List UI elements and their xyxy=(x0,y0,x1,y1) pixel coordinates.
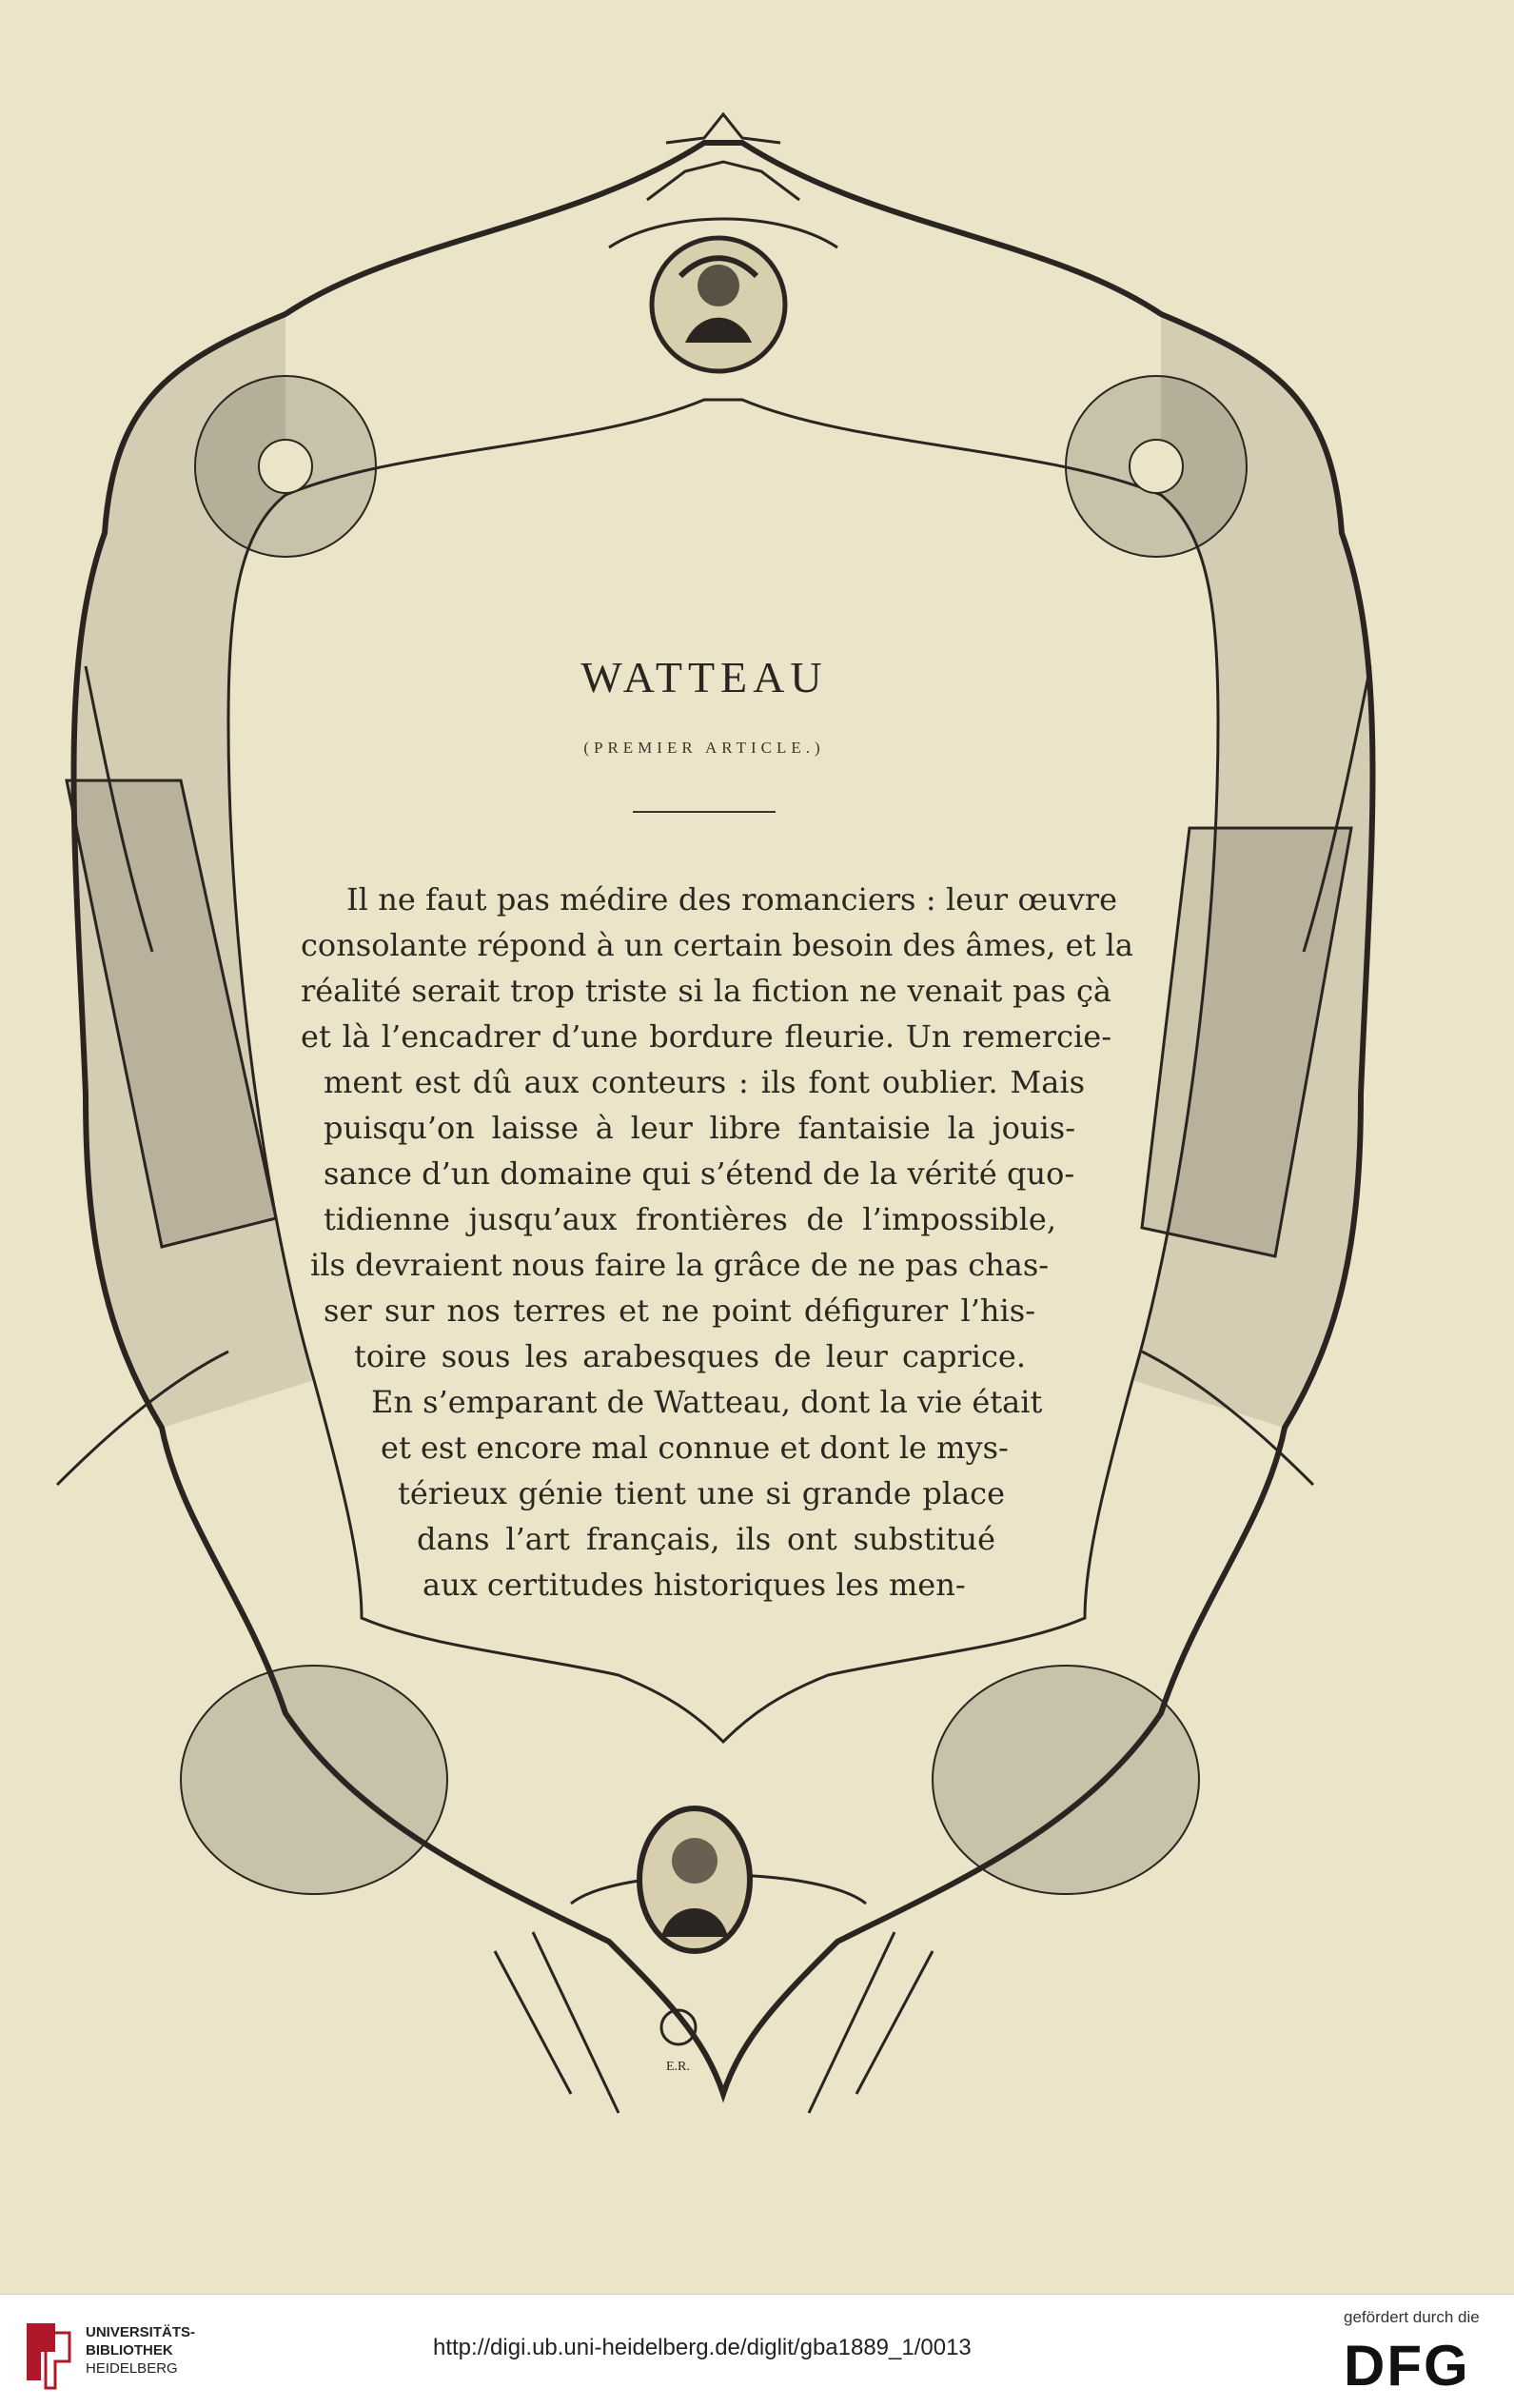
article-title: WATTEAU xyxy=(580,653,828,701)
body-line: ser sur nos terres et ne point défigurer l’his- xyxy=(324,1293,1035,1329)
article-subtitle: (PREMIER ARTICLE.) xyxy=(583,739,825,757)
body-line: réalité serait trop triste si la fiction ne venait pas çà xyxy=(301,973,1111,1009)
title-divider xyxy=(633,811,776,813)
dfg-caption: gefördert durch die xyxy=(1344,2308,1480,2326)
body-line: ils devraient nous faire la grâce de ne pas chas- xyxy=(310,1247,1050,1283)
permalink-url[interactable]: http://digi.ub.uni-heidelberg.de/diglit/gba1889_1/0013 xyxy=(433,2335,972,2360)
dfg-logo: DFG xyxy=(1344,2334,1470,2398)
engraver-signature: E.R. xyxy=(666,2060,690,2074)
body-line: En s’emparant de Watteau, dont la vie était xyxy=(371,1384,1043,1420)
body-line: térieux génie tient une si grande place xyxy=(398,1475,1005,1511)
body-line: tidienne jusqu’aux frontières de l’impossible, xyxy=(324,1201,1056,1237)
body-line: et là l’encadrer d’une bordure fleurie. Un remercie- xyxy=(301,1018,1111,1055)
body-line: sance d’un domaine qui s’étend de la vérité quo- xyxy=(324,1155,1075,1192)
body-line: ment est dû aux conteurs : ils font oublier. Mais xyxy=(324,1064,1085,1100)
viewer-footer xyxy=(0,2294,1514,2408)
body-line: aux certitudes historiques les men- xyxy=(423,1567,966,1603)
body-line: toire sous les arabesques de leur caprice. xyxy=(354,1338,1026,1374)
body-line: dans l’art français, ils ont substitué xyxy=(417,1521,995,1557)
body-line: consolante répond à un certain besoin des âmes, et la xyxy=(301,927,1133,963)
portrait-medallion-bottom-icon xyxy=(639,1808,750,1951)
body-line: Il ne faut pas médire des romanciers : leur œuvre xyxy=(346,881,1117,918)
library-name: UNIVERSITÄTS- BIBLIOTHEK HEIDELBERG xyxy=(86,2324,196,2377)
body-line: puisqu’on laisse à leur libre fantaisie la jouis- xyxy=(324,1110,1075,1146)
body-line: et est encore mal connue et dont le mys- xyxy=(381,1430,1009,1466)
university-library-logo-icon xyxy=(17,2314,74,2392)
portrait-medallion-top-icon xyxy=(652,238,785,371)
